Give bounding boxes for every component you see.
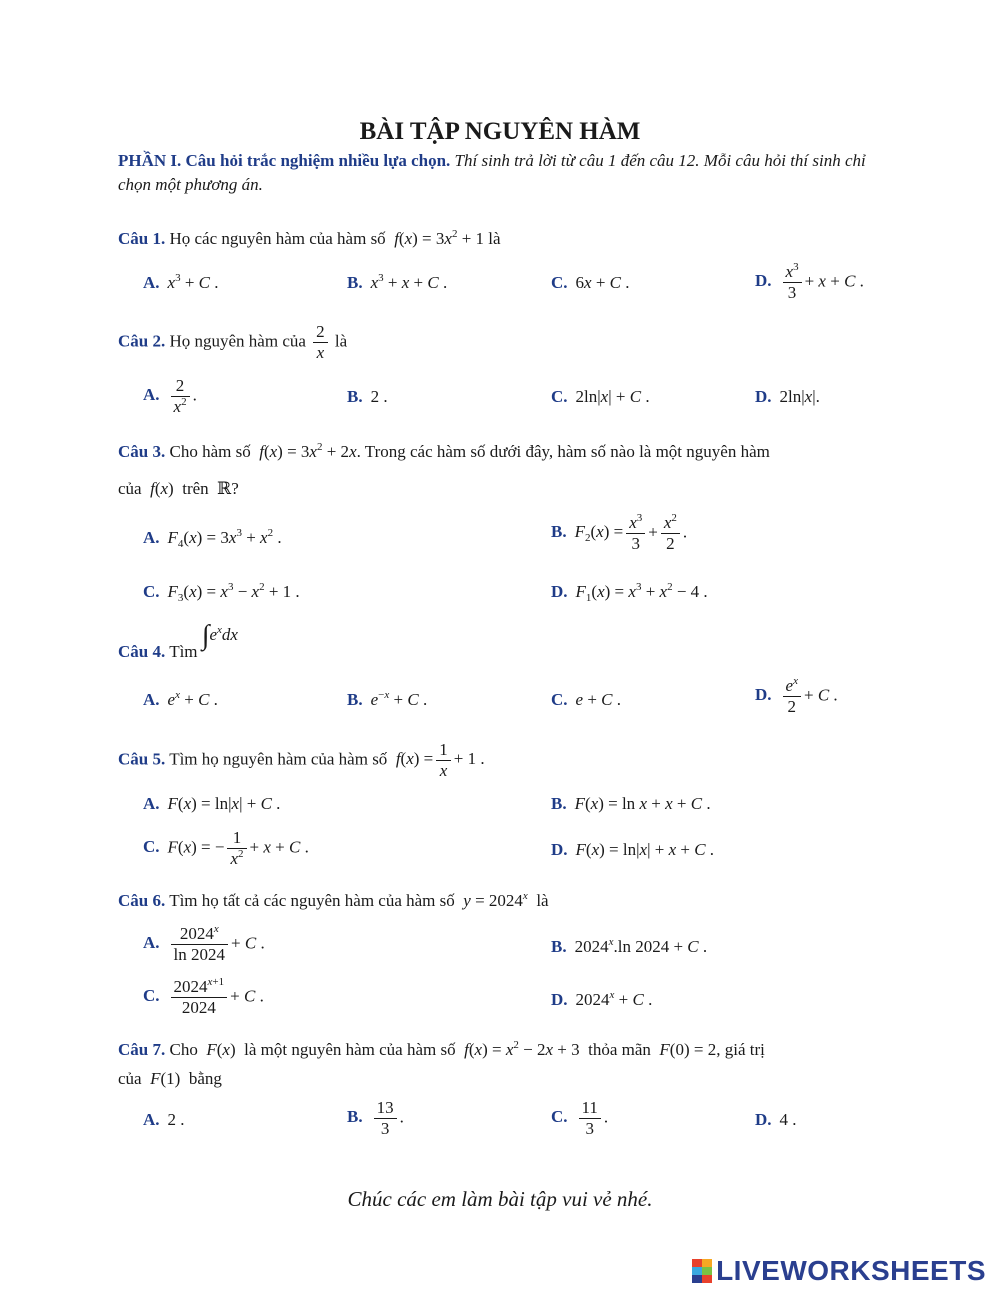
option-5b[interactable]: B. F(x) = ln x + x + C .: [551, 794, 711, 813]
question-3-line2: của f(x) trên ℝ?: [118, 479, 239, 498]
formula: $\frac{2}{x}$: [313, 322, 328, 363]
page-title: BÀI TẬP NGUYÊN HÀM: [359, 118, 641, 145]
option-6d[interactable]: D. $2024^x + C$ .: [551, 989, 653, 1009]
question-text: Cho hàm số: [169, 442, 251, 461]
option-4a[interactable]: A. $e^x + C$ .: [143, 689, 218, 709]
question-6: [118, 891, 549, 911]
option-3a[interactable]: A. $F_4(x) = 3x^3 + x^2$ .: [143, 527, 282, 550]
option-1b[interactable]: B. $x^3 + x + C$ .: [347, 272, 448, 292]
option-6a[interactable]: A. $\frac{2024^x}{\ln 2024}$ + C .: [143, 923, 265, 964]
intro-label: PHẦN I. Câu hỏi trắc nghiệm nhiều lựa chọn.: [118, 151, 451, 170]
option-3b[interactable]: B. $F_2(x)$ = $\frac{x^3}{3}$ + $\frac{x^2}{2}$ .: [551, 512, 688, 553]
logo-text: LIVEWORKSHEETS: [716, 1255, 986, 1286]
option-3c[interactable]: C. $F_3(x) = x^3 - x^2 + 1$ .: [143, 581, 300, 604]
formula: $f(x) = 3x^2 + 2x$: [259, 441, 357, 461]
question-text: Họ nguyên hàm của: [169, 331, 306, 351]
question-4: [118, 620, 238, 662]
question-label: Câu 6.: [118, 891, 166, 910]
option-5c[interactable]: C. F(x) = − $\frac{1}{x^2}$ + x + C .: [143, 828, 309, 868]
question-3: [118, 442, 770, 462]
option-7b[interactable]: B. $\frac{13}{3}$ .: [347, 1098, 404, 1138]
question-tail: là: [488, 229, 501, 248]
formula: f(x) = $\frac{1}{x}$ + 1 .: [395, 740, 485, 780]
question-label: Câu 3.: [118, 442, 166, 461]
option-7d[interactable]: D. 4 .: [755, 1110, 797, 1129]
question-5: [118, 740, 485, 781]
question-tail: . Trong các hàm số dưới đây, hàm số nào là một nguyên hàm: [356, 442, 770, 461]
option-1d[interactable]: D. $\frac{x^3}{3}$ + x + C .: [755, 261, 864, 302]
question-tail: là: [536, 891, 549, 910]
option-4d[interactable]: D. $\frac{e^x}{2}$ + C .: [755, 675, 838, 716]
question-text: Tìm họ nguyên hàm của hàm số: [169, 749, 388, 769]
option-5a[interactable]: A. F(x) = ln|x| + C .: [143, 794, 281, 813]
intro: [118, 149, 898, 197]
question-1: [118, 229, 501, 249]
question-text: Cho: [169, 1040, 198, 1059]
intro-text: Thí sinh trả lời từ câu 1 đến câu 12. Mỗi câu hỏi thí sinh chỉ chọn một phương án.: [118, 151, 866, 194]
closing-message: Chúc các em làm bài tập vui vẻ nhé.: [347, 1187, 653, 1211]
formula: $\int e^xdx$: [201, 620, 238, 651]
question-text: Họ các nguyên hàm của hàm số: [169, 229, 386, 248]
option-2a[interactable]: A. $\frac{2}{x^2}$ .: [143, 376, 197, 416]
option-6b[interactable]: B. 2024$^x$.ln 2024 + C .: [551, 936, 708, 956]
question-7-line2: của F(1) bằng: [118, 1069, 222, 1088]
option-7c[interactable]: C. $\frac{11}{3}$ .: [551, 1098, 609, 1138]
liveworksheets-logo: [692, 1255, 986, 1287]
option-3d[interactable]: D. $F_1(x) = x^3 + x^2 - 4$ .: [551, 581, 708, 604]
option-4c[interactable]: C. e + C .: [551, 690, 622, 709]
formula: $y = 2024^x$: [463, 890, 528, 910]
option-6c[interactable]: C. $\frac{2024^{x+1}}{2024}$ + C .: [143, 976, 264, 1017]
question-label: Câu 1.: [118, 229, 166, 248]
option-7a[interactable]: A. 2 .: [143, 1110, 185, 1129]
logo-icon: [692, 1259, 712, 1283]
question-tail: là: [334, 331, 348, 351]
option-2c[interactable]: C. 2ln|x| + C .: [551, 387, 650, 406]
question-text: Tìm: [169, 642, 198, 661]
option-2b[interactable]: B. 2 .: [347, 387, 388, 406]
question-7: Câu 7. Cho F(x) là một nguyên hàm của hàm số $f(x) = x^2 - 2x + 3$ thỏa mãn F(0) = 2, giá trị: [118, 1039, 765, 1059]
option-2d[interactable]: D. 2ln|x|.: [755, 387, 820, 406]
question-text: Tìm họ tất cả các nguyên hàm của hàm số: [169, 891, 455, 910]
option-1a[interactable]: A. $x^3 + C$ .: [143, 272, 219, 292]
question-label: Câu 2.: [118, 331, 166, 351]
option-1c[interactable]: C. 6x + C .: [551, 273, 630, 292]
option-4b[interactable]: B. $e^{-x} + C$ .: [347, 689, 428, 709]
option-5d[interactable]: D. F(x) = ln|x| + x + C .: [551, 840, 715, 859]
question-label: Câu 5.: [118, 749, 166, 769]
question-label: Câu 4.: [118, 642, 166, 661]
question-label: Câu 7.: [118, 1040, 166, 1059]
formula: $f(x) = 3x^2 + 1$: [394, 228, 485, 248]
question-2: [118, 322, 347, 363]
